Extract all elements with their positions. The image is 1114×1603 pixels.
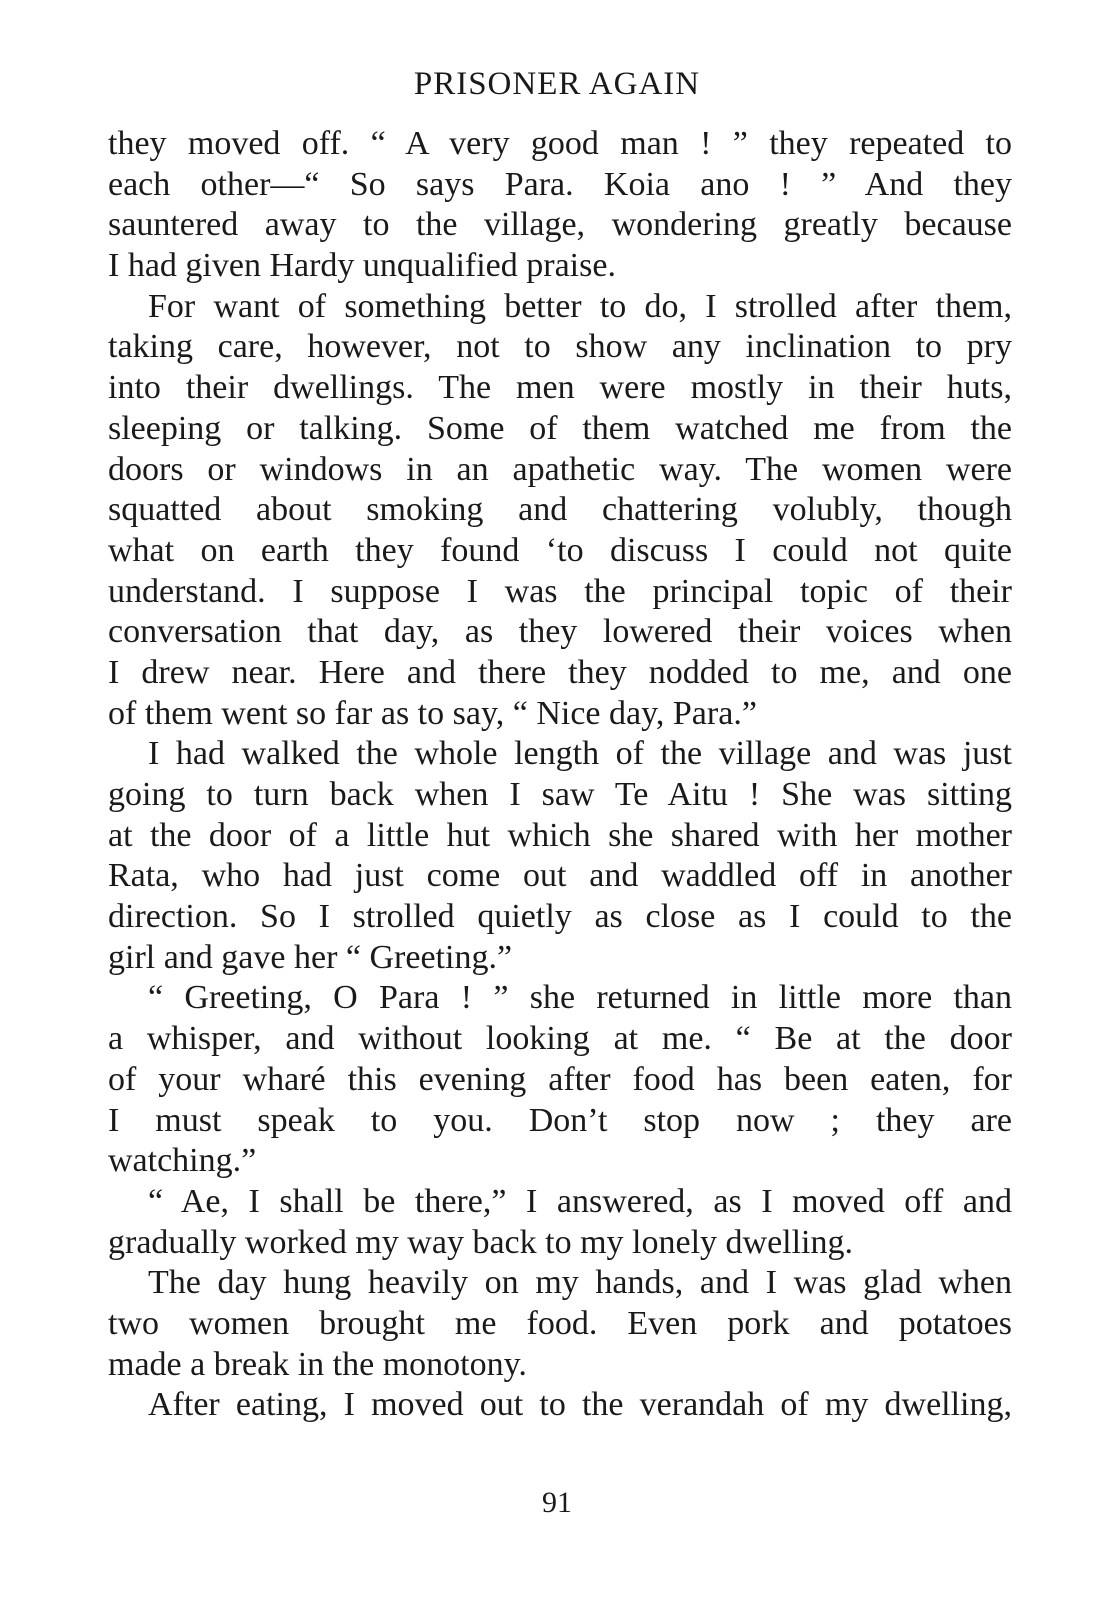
- paragraph: [108, 734, 1012, 978]
- text-line: made a break in the monotony.: [108, 1345, 527, 1383]
- text-line: direction. So I strolled quietly as close as I could to the: [108, 898, 1012, 936]
- paragraph: [108, 978, 1012, 1181]
- paragraph: [108, 124, 1012, 287]
- text-line: I had walked the whole length of the village and was just: [148, 735, 1012, 773]
- text-line: a whisper, and without looking at me. “ Be at the door: [108, 1020, 1012, 1058]
- text-line: Rata, who had just come out and waddled off in another: [108, 857, 1012, 895]
- text-line: sauntered away to the village, wondering greatly because: [108, 206, 1012, 244]
- text-line: of your wharé this evening after food has been eaten, for: [108, 1060, 1012, 1098]
- paragraph: [108, 1182, 1012, 1263]
- text-line: taking care, however, not to show any inclination to pry: [108, 328, 1012, 366]
- text-line: doors or windows in an apathetic way. The women were: [108, 450, 1012, 488]
- text-line: conversation that day, as they lowered their voices when: [108, 613, 1012, 651]
- text-line: I drew near. Here and there they nodded to me, and one: [108, 653, 1012, 691]
- text-line: of them went so far as to say, “ Nice day, Para.”: [108, 694, 757, 732]
- text-line: what on earth they found ‘to discuss I could not quite: [108, 531, 1012, 569]
- text-line: sleeping or talking. Some of them watched me from the: [108, 409, 1012, 447]
- text-line: two women brought me food. Even pork and potatoes: [108, 1304, 1012, 1342]
- text-line: The day hung heavily on my hands, and I was glad when: [148, 1264, 1012, 1302]
- text-line: “ Greeting, O Para ! ” she returned in little more than: [148, 979, 1012, 1017]
- paragraph: [108, 1263, 1012, 1385]
- text-line: “ Ae, I shall be there,” I answered, as I moved off and: [148, 1182, 1012, 1220]
- text-line: squatted about smoking and chattering volubly, though: [108, 491, 1012, 529]
- text-line: I had given Hardy unqualified praise.: [108, 247, 616, 285]
- text-line: at the door of a little hut which she shared with her mother: [108, 816, 1012, 854]
- text-line: watching.”: [108, 1142, 257, 1180]
- paragraph: [108, 287, 1012, 735]
- text-line: understand. I suppose I was the principal topic of their: [108, 572, 1012, 610]
- text-line: into their dwellings. The men were mostly in their huts,: [108, 369, 1012, 407]
- text-line: I must speak to you. Don’t stop now ; they are: [108, 1101, 1012, 1139]
- text-line: gradually worked my way back to my lonely dwelling.: [108, 1223, 853, 1261]
- text-line: After eating, I moved out to the verandah of my dwelling,: [148, 1386, 1012, 1424]
- text-line: For want of something better to do, I strolled after them,: [148, 287, 1012, 325]
- text-line: going to turn back when I saw Te Aitu ! She was sitting: [108, 776, 1012, 813]
- running-header: PRISONER AGAIN: [413, 66, 701, 102]
- text-line: they moved off. “ A very good man ! ” they repeated to: [108, 125, 1012, 162]
- text-line: girl and gave her “ Greeting.”: [108, 938, 513, 976]
- text-line: each other—“ So says Para. Koia ano ! ” And they: [108, 165, 1012, 203]
- page-body: [108, 124, 1012, 1426]
- paragraph: [108, 1385, 1012, 1426]
- page-number: 91: [542, 1486, 572, 1519]
